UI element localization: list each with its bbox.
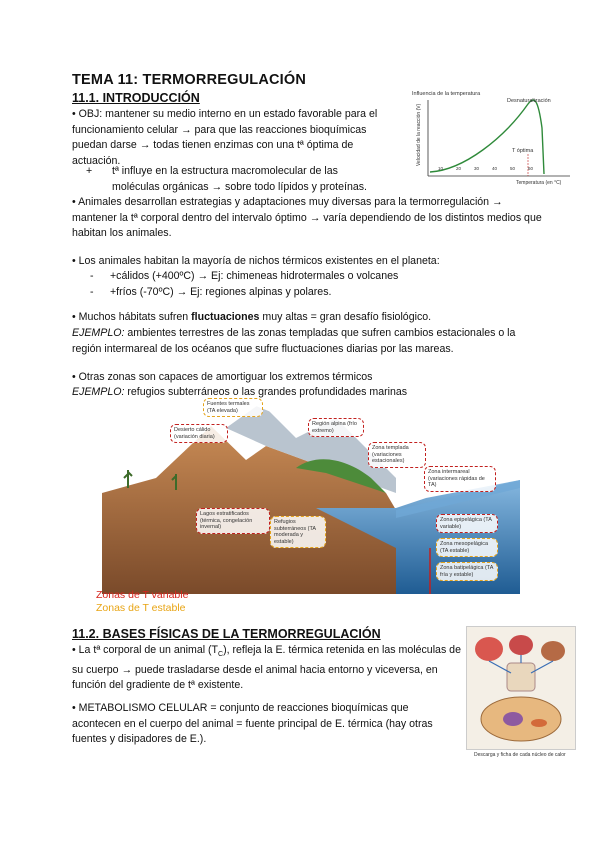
list-item [90, 285, 520, 301]
illustration-caption: Descarga y ficha de cada núcleo de calor [474, 752, 566, 758]
zone-epipelagica: Zona epipelágica (TA variable) [436, 514, 498, 533]
paragraph-objective: • OBJ: mantener su medio interno en un estado favorable para el funcionamiento celular → para que las reacciones bioquímicas puedan darse → todas tienen enzimas con una tª óptima de actuación. [72, 108, 378, 167]
list-marker: - [90, 285, 94, 298]
zone-batipelagica: Zona batipelágica (TA fría y estable) [436, 562, 498, 581]
graph-tick: 50 [510, 166, 516, 171]
zone-templada: Zona templada (variaciones estacionales) [368, 442, 426, 468]
graph-tick: 30 [474, 166, 480, 171]
paragraph-strategies: • Animales desarrollan estrategias y adaptaciones muy diversas para la termorregulación → mantener la tª corporal dentro del intervalo óptimo → varía dependiendo de los distintos medios que habitan los animales. [72, 196, 542, 240]
habitats-figure [96, 398, 520, 594]
graph-x-label: Temperatura (en °C) [516, 180, 562, 186]
text-run: • La tª corporal de un animal (T [72, 644, 219, 656]
example-label: EJEMPLO: [72, 327, 125, 339]
example-label: EJEMPLO: [72, 386, 125, 398]
list-item-text: +cálidos (+400ºC) → Ej: chimeneas hidrotermales o volcanes [110, 270, 399, 282]
paragraph-fluctuations [72, 310, 542, 326]
text-run: • Muchos hábitats sufren [72, 311, 192, 323]
text-run: refugios subterráneos o las grandes profundidades marinas [124, 386, 408, 398]
section-2-heading: 11.2. BASES FÍSICAS DE LA TERMORREGULACIÓN [72, 627, 381, 641]
legend [96, 589, 188, 615]
list-item [90, 269, 520, 285]
zone-desierto: Desierto cálido (variación diaria) [170, 424, 228, 443]
paragraph-body-temperature [72, 643, 462, 694]
graph-tick: 40 [492, 166, 498, 171]
sub-list [86, 164, 386, 195]
paragraph-metabolism: • METABOLISMO CELULAR = conjunto de reacciones bioquímicas que acontecen en el cuerpo del animal = fuente principal de E. térmica (hay otras fuentes y disipadores de E.). [72, 702, 433, 746]
zone-alpina: Región alpina (frío extremo) [308, 418, 364, 437]
temperature-graph-svg [404, 88, 576, 188]
legend-variable: Zonas de T variable [96, 589, 189, 601]
organ-heart [475, 637, 503, 661]
text-run: muy altas = gran desafío fisiológico. [259, 311, 432, 323]
niches-list [90, 269, 520, 300]
metabolism-illustration-svg [467, 627, 575, 749]
zone-fuentes: Fuentes termales (TA elevada) [203, 398, 263, 417]
graph-tick: 20 [456, 166, 462, 171]
graph-peak-label: Desnaturalización [507, 98, 551, 104]
text-run: ambientes terrestres de las zonas templadas que sufren cambios estacionales o la región intermareal de los océanos que sufre fluctuaciones diarias por las mareas. [72, 327, 516, 355]
paragraph-buffer-zones: • Otras zonas son capaces de amortiguar los extremos térmicos [72, 371, 373, 383]
emphasis-fluctuaciones: fluctuaciones [191, 311, 260, 323]
zone-intermareal: Zona intermareal (variaciones rápidas de TA) [424, 466, 496, 492]
cell-nucleus [503, 712, 523, 726]
subscript-c: C [218, 651, 224, 659]
graph-tick: 60 [528, 166, 534, 171]
organ-liver [541, 641, 565, 661]
graph-curve [430, 100, 544, 174]
graph-y-label: Velocidad de la reacción (V) [416, 103, 422, 166]
paragraph-example-1 [72, 326, 542, 357]
section-1-heading: 11.1. INTRODUCCIÓN [72, 91, 200, 105]
list-marker: + [86, 165, 93, 177]
graph-tick: 10 [438, 166, 444, 171]
zone-mesopelagica: Zona mesopelágica (TA estable) [436, 538, 498, 557]
mitochondrion [531, 719, 547, 727]
graph-optimum-label: T óptima [512, 148, 534, 154]
zone-refugios: Refugios subterráneos (TA moderada y estable) [270, 516, 326, 548]
graph-title: Influencia de la temperatura [412, 91, 481, 97]
page-title: TEMA 11: TERMORREGULACIÓN [72, 72, 307, 88]
list-marker: - [90, 270, 94, 282]
list-item-text: tª influye en la estructura macromolecular de las moléculas orgánicas → sobre todo lípidos y proteínas. [112, 165, 367, 193]
legend-stable: Zonas de T estable [96, 602, 186, 614]
list-item-text: +fríos (-70ºC) → Ej: regiones alpinas y polares. [110, 285, 332, 298]
temperature-graph [404, 88, 576, 188]
metabolism-illustration [466, 626, 576, 750]
paragraph-niches: • Los animales habitan la mayoría de nichos térmicos existentes en el planeta: [72, 255, 440, 267]
text-run: ), refleja la E. térmica retenida en las moléculas de su cuerpo → puede trasladarse desde el animal hacia entorno y viceversa, en función del gradiente de tª existente. [72, 644, 461, 692]
organ-lungs [509, 635, 533, 655]
zone-lagos: Lagos estratificados (térmica, congelación invernal) [196, 508, 270, 534]
list-item [86, 164, 386, 195]
diagram-center [507, 663, 535, 691]
